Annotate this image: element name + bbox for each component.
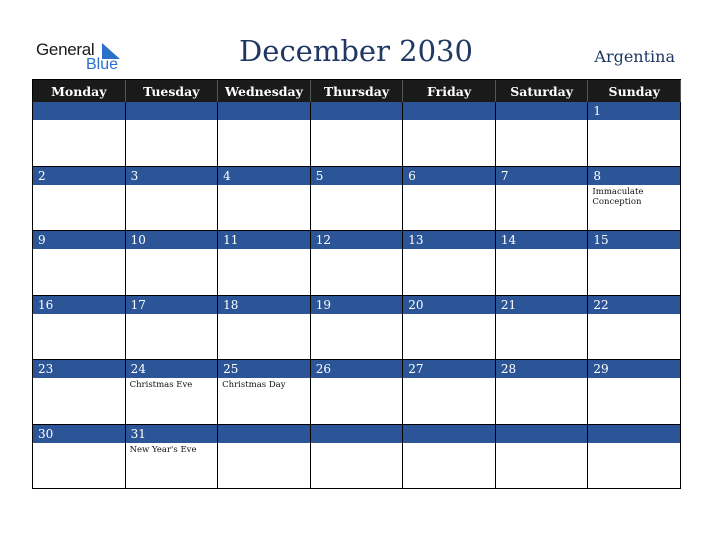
day-cell <box>403 360 496 425</box>
weekday-header-monday: Monday <box>33 80 126 102</box>
day-cell <box>496 102 589 167</box>
day-cell <box>496 231 589 296</box>
calendar-title: December 2030 <box>239 34 473 68</box>
day-number: 11 <box>218 231 310 249</box>
holiday-label <box>496 249 588 251</box>
day-cell <box>496 360 589 425</box>
holiday-label <box>33 443 125 445</box>
holiday-label <box>496 120 588 122</box>
day-number: 20 <box>403 296 495 314</box>
day-number <box>311 425 403 443</box>
day-cell <box>588 102 681 167</box>
holiday-label <box>33 314 125 316</box>
holiday-label <box>496 378 588 380</box>
day-cell <box>311 231 404 296</box>
day-number: 16 <box>33 296 125 314</box>
day-cell <box>218 360 311 425</box>
day-cell <box>311 360 404 425</box>
day-cell <box>218 167 311 232</box>
holiday-label <box>33 249 125 251</box>
day-number: 6 <box>403 167 495 185</box>
country-label: Argentina <box>594 47 675 66</box>
day-cell <box>403 102 496 167</box>
day-cell <box>588 231 681 296</box>
holiday-label <box>311 443 403 445</box>
day-cell <box>496 167 589 232</box>
day-cell <box>496 425 589 490</box>
day-cell <box>588 425 681 490</box>
holiday-label <box>403 443 495 445</box>
day-cell <box>311 296 404 361</box>
holiday-label: Christmas Eve <box>129 380 193 390</box>
day-number <box>403 102 495 120</box>
holiday-label <box>218 249 310 251</box>
day-number <box>496 102 588 120</box>
holiday-label <box>126 314 218 316</box>
holiday-label <box>218 314 310 316</box>
day-cell <box>33 360 126 425</box>
day-cell <box>496 296 589 361</box>
holiday-label <box>218 120 310 122</box>
day-number: 24 <box>126 360 218 378</box>
day-cell <box>33 102 126 167</box>
day-number: 3 <box>126 167 218 185</box>
logo-word-blue: Blue <box>86 56 119 73</box>
day-number: 25 <box>218 360 310 378</box>
day-cell <box>33 231 126 296</box>
day-cell <box>588 296 681 361</box>
day-cell <box>126 102 219 167</box>
holiday-label <box>588 249 680 251</box>
holiday-label <box>311 314 403 316</box>
day-number <box>496 425 588 443</box>
weekday-header-thursday: Thursday <box>311 80 404 102</box>
day-number: 28 <box>496 360 588 378</box>
day-number <box>218 102 310 120</box>
day-number: 22 <box>588 296 680 314</box>
holiday-label <box>403 314 495 316</box>
day-number: 7 <box>496 167 588 185</box>
holiday-label <box>126 249 218 251</box>
day-number: 15 <box>588 231 680 249</box>
day-cell <box>311 425 404 490</box>
holiday-label <box>588 314 680 316</box>
holiday-label: Immaculate Conception <box>592 186 644 207</box>
day-cell <box>403 296 496 361</box>
day-cell <box>403 167 496 232</box>
day-number <box>126 102 218 120</box>
day-cell <box>218 102 311 167</box>
holiday-label <box>311 378 403 380</box>
day-number: 4 <box>218 167 310 185</box>
holiday-label <box>218 185 310 187</box>
day-cell <box>33 425 126 490</box>
day-number: 14 <box>496 231 588 249</box>
day-cell <box>126 360 219 425</box>
day-cell <box>588 167 681 232</box>
day-number: 17 <box>126 296 218 314</box>
day-number: 9 <box>33 231 125 249</box>
day-number: 29 <box>588 360 680 378</box>
day-number: 2 <box>33 167 125 185</box>
holiday-label <box>311 120 403 122</box>
day-number: 30 <box>33 425 125 443</box>
holiday-label <box>403 120 495 122</box>
weekday-header-friday: Friday <box>403 80 496 102</box>
holiday-label <box>496 443 588 445</box>
day-cell <box>33 167 126 232</box>
holiday-label <box>33 120 125 122</box>
holiday-label <box>588 378 680 380</box>
day-cell <box>126 425 219 490</box>
day-cell <box>311 102 404 167</box>
day-number <box>218 425 310 443</box>
day-number: 26 <box>311 360 403 378</box>
holiday-label <box>496 185 588 187</box>
day-cell <box>218 296 311 361</box>
day-number: 8 <box>588 167 680 185</box>
day-cell <box>126 231 219 296</box>
day-cell <box>126 167 219 232</box>
holiday-label <box>496 314 588 316</box>
holiday-label <box>403 378 495 380</box>
day-number: 31 <box>126 425 218 443</box>
day-number: 5 <box>311 167 403 185</box>
day-number: 27 <box>403 360 495 378</box>
day-number <box>588 425 680 443</box>
day-number: 18 <box>218 296 310 314</box>
day-cell <box>218 231 311 296</box>
holiday-label <box>126 120 218 122</box>
holiday-label <box>311 249 403 251</box>
holiday-label <box>33 378 125 380</box>
day-number: 12 <box>311 231 403 249</box>
holiday-label <box>218 443 310 445</box>
day-cell <box>126 296 219 361</box>
day-number <box>311 102 403 120</box>
day-number: 1 <box>588 102 680 120</box>
day-cell <box>33 296 126 361</box>
day-cell <box>218 425 311 490</box>
holiday-label: New Year's Eve <box>129 444 197 455</box>
holiday-label <box>126 185 218 187</box>
month-calendar-grid <box>32 79 681 489</box>
day-number <box>403 425 495 443</box>
day-cell <box>403 231 496 296</box>
day-cell <box>403 425 496 490</box>
weekday-header-tuesday: Tuesday <box>126 80 219 102</box>
day-number: 13 <box>403 231 495 249</box>
day-number <box>33 102 125 120</box>
holiday-label <box>403 249 495 251</box>
weekday-header-saturday: Saturday <box>496 80 589 102</box>
holiday-label <box>588 120 680 122</box>
holiday-label <box>311 185 403 187</box>
day-number: 10 <box>126 231 218 249</box>
day-number: 23 <box>33 360 125 378</box>
holiday-label: Christmas Day <box>222 380 286 390</box>
holiday-label <box>403 185 495 187</box>
weekday-header-wednesday: Wednesday <box>218 80 311 102</box>
holiday-label <box>33 185 125 187</box>
day-cell <box>311 167 404 232</box>
weekday-header-sunday: Sunday <box>588 80 681 102</box>
day-number: 19 <box>311 296 403 314</box>
day-cell <box>588 360 681 425</box>
day-number: 21 <box>496 296 588 314</box>
logo-word-general: General <box>36 40 95 59</box>
holiday-label <box>588 443 680 445</box>
